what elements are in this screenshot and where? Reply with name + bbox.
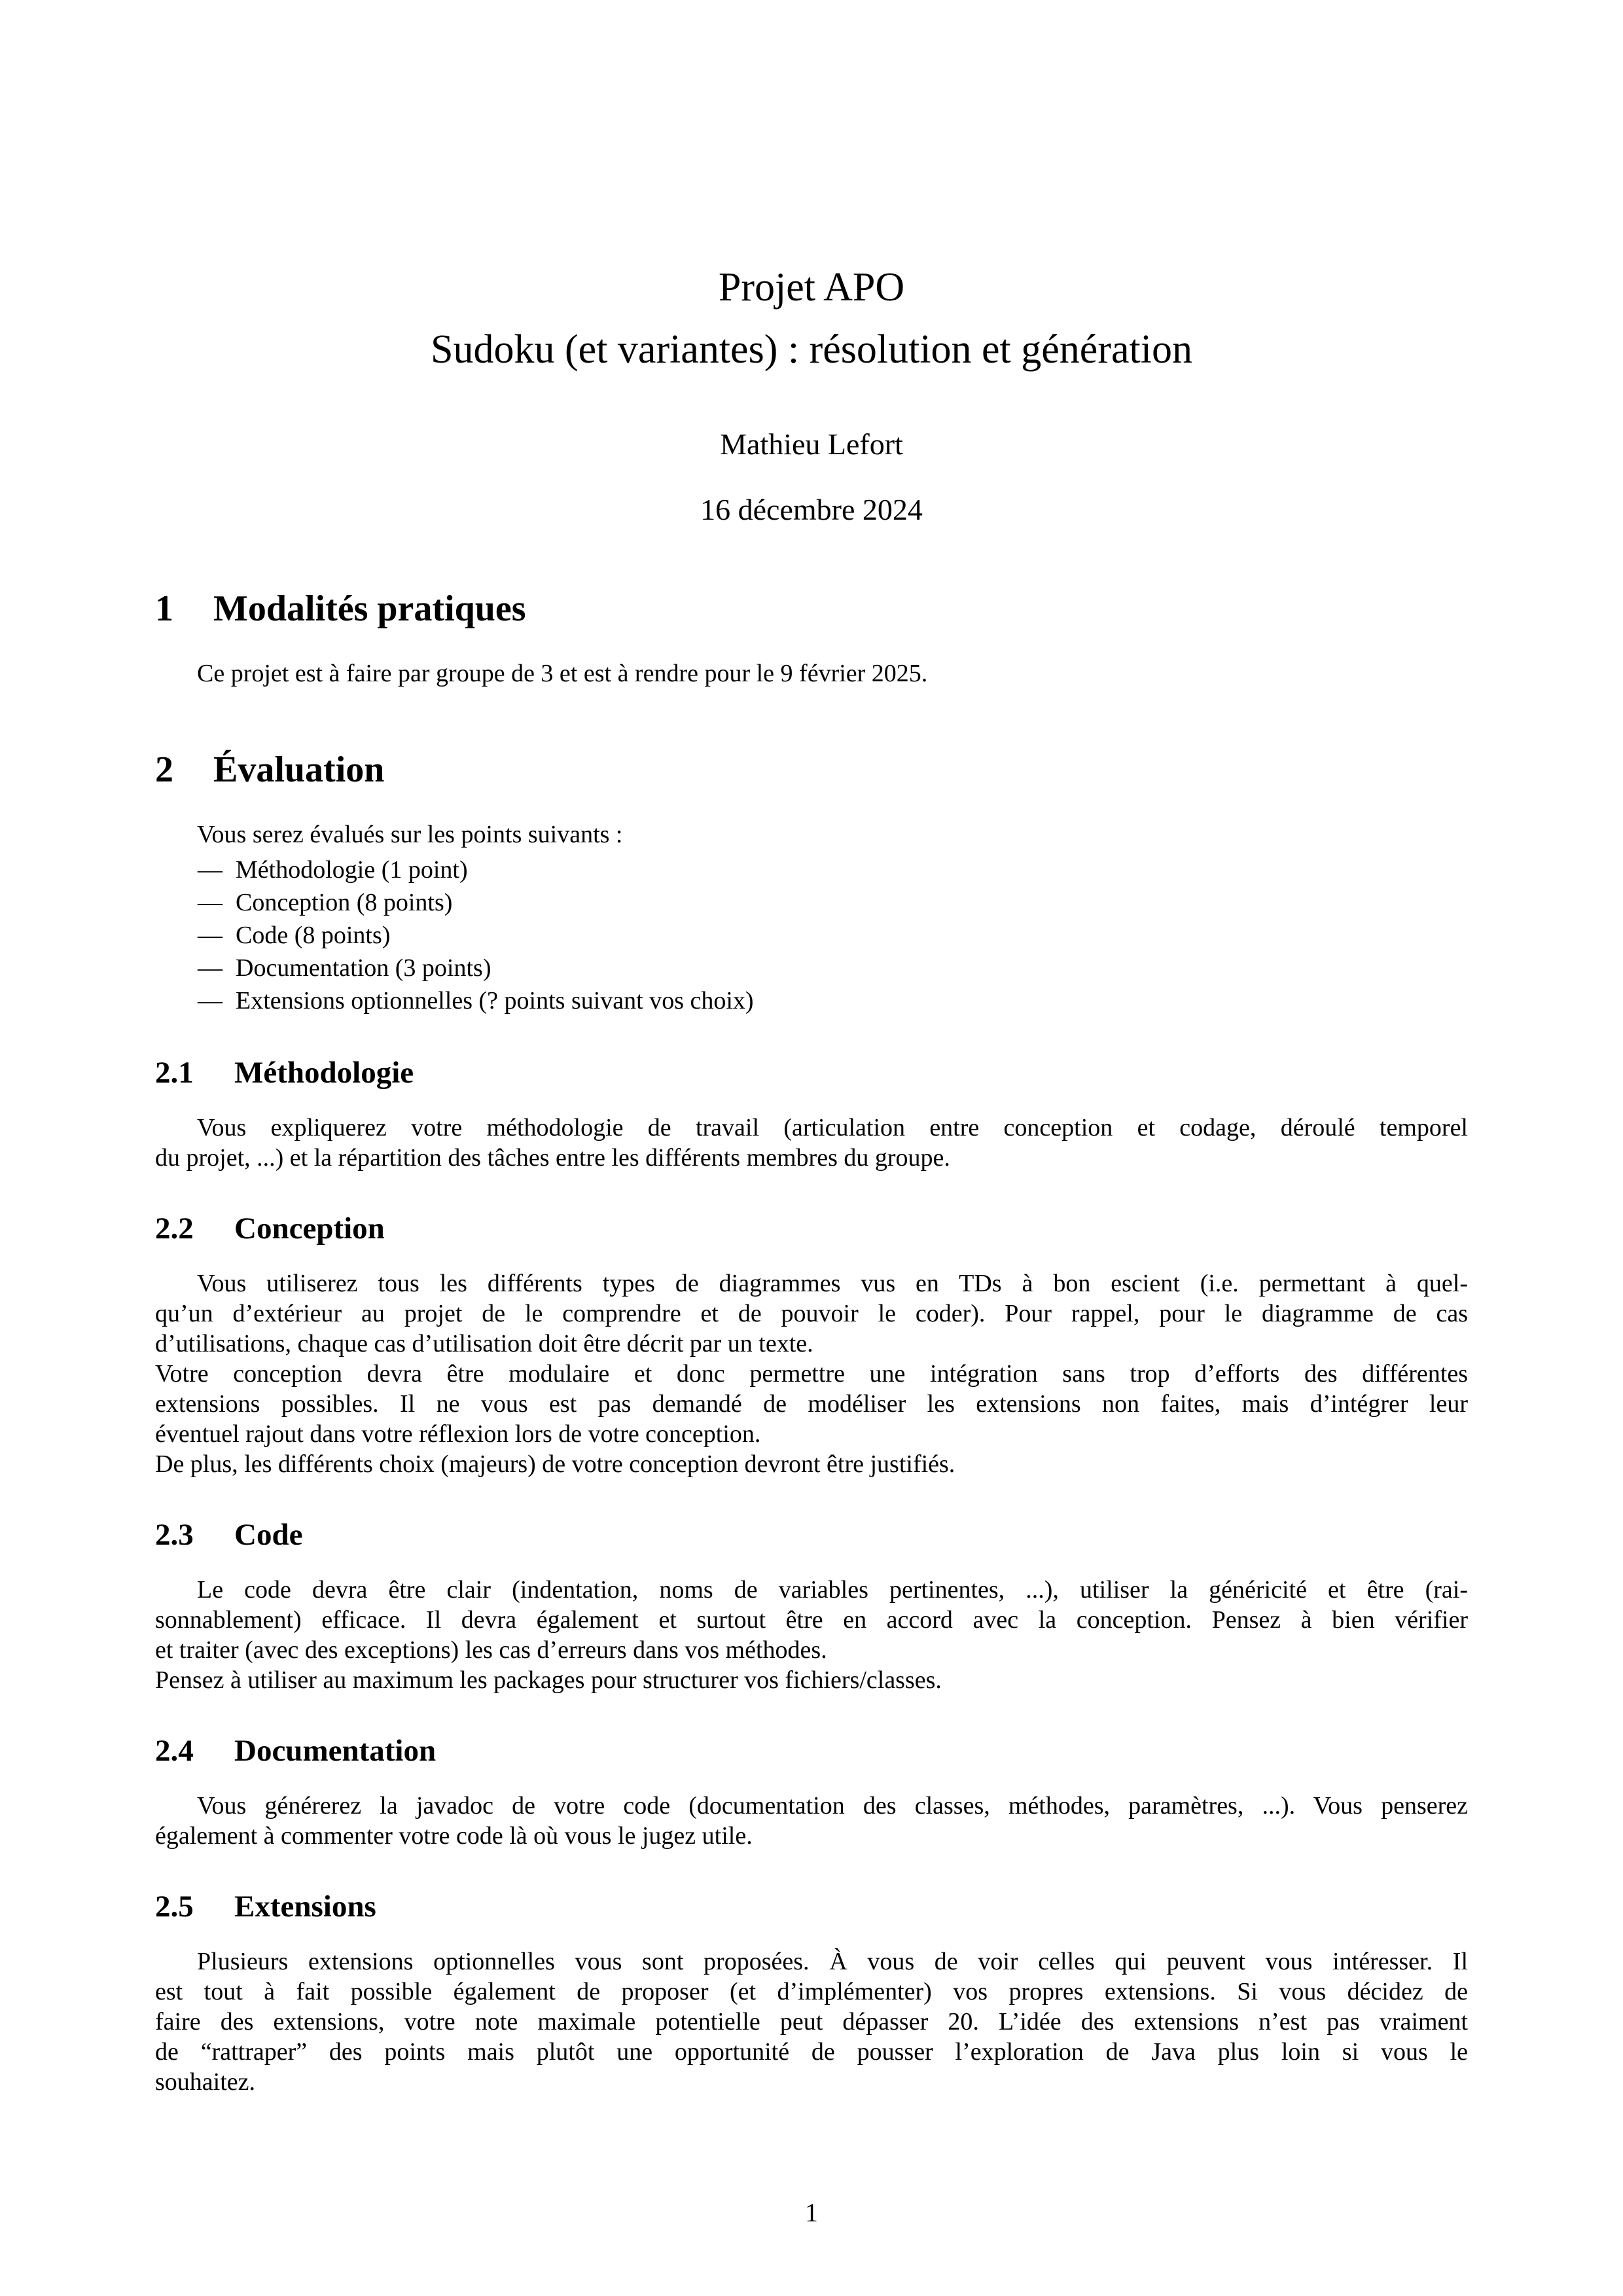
- evaluation-list: [155, 853, 1468, 1017]
- dash-icon: —: [198, 856, 223, 884]
- list-item: [155, 984, 1468, 1017]
- section-number: 1: [155, 588, 173, 629]
- section-title: Modalités pratiques: [213, 588, 526, 629]
- section-number: 2.5: [155, 1890, 194, 1924]
- paragraph: [155, 658, 1468, 689]
- paragraph: [155, 1575, 1468, 1665]
- text-line: également à commenter votre code là où vous le jugez utile.: [155, 1822, 753, 1850]
- section-heading-2-5: [155, 1889, 1468, 1924]
- list-item-text: Code (8 points): [236, 922, 391, 949]
- section-number: 2.2: [155, 1211, 194, 1246]
- text-line: Vous serez évalués sur les points suivants :: [197, 821, 623, 848]
- page-number: 1: [805, 2198, 818, 2227]
- text-line: Votre conception devra être modulaire et donc permettre une intégration sans trop d’efforts des différentes: [155, 1360, 1468, 1388]
- paragraph: [155, 1665, 1468, 1695]
- paragraph: [155, 1946, 1468, 2097]
- section-heading-2: [155, 749, 1468, 791]
- section-heading-2-2: [155, 1211, 1468, 1246]
- list-item-text: Documentation (3 points): [236, 954, 491, 982]
- text-line: De plus, les différents choix (majeurs) de votre conception devront être justifiés.: [155, 1450, 955, 1478]
- text-line: Plusieurs extensions optionnelles vous sont proposées. À vous de voir celles qui peuvent vous intéresser. Il: [197, 1948, 1468, 1975]
- text-line: qu’un d’extérieur au projet de le comprendre et de pouvoir le coder). Pour rappel, pour le diagramme de cas: [155, 1300, 1468, 1327]
- list-item: [155, 919, 1468, 952]
- text-line: et traiter (avec des exceptions) les cas d’erreurs dans vos méthodes.: [155, 1636, 827, 1664]
- section-number: 2.4: [155, 1734, 194, 1768]
- list-item: [155, 886, 1468, 919]
- paragraph: [155, 1268, 1468, 1359]
- text-line: extensions possibles. Il ne vous est pas demandé de modéliser les extensions non faites, mais d’intégrer leur: [155, 1390, 1468, 1418]
- section-heading-2-1: [155, 1055, 1468, 1090]
- text-line: est tout à fait possible également de proposer (et d’implémenter) vos propres extensions. Si vous décidez de: [155, 1978, 1468, 2005]
- document-title-line2: Sudoku (et variantes) : résolution et génération: [431, 327, 1192, 372]
- text-line: Vous expliquerez votre méthodologie de travail (articulation entre conception et codage, déroulé temporel: [197, 1114, 1468, 1141]
- section-title: Code: [234, 1518, 303, 1552]
- dash-icon: —: [198, 987, 223, 1014]
- list-item-text: Conception (8 points): [236, 889, 453, 916]
- list-item-text: Méthodologie (1 point): [236, 856, 468, 884]
- section-heading-1: [155, 588, 1468, 630]
- section-title: Documentation: [234, 1734, 437, 1768]
- text-line: sonnablement) efficace. Il devra également et surtout être en accord avec la conception. Pensez à bien vérifier: [155, 1606, 1468, 1634]
- section-title: Évaluation: [213, 749, 385, 790]
- text-line: du projet, ...) et la répartition des tâches entre les différents membres du groupe.: [155, 1144, 950, 1172]
- text-line: souhaitez.: [155, 2068, 256, 2096]
- list-item: [155, 853, 1468, 886]
- section-title: Méthodologie: [234, 1056, 414, 1090]
- section-number: 2: [155, 749, 173, 790]
- text-line: faire des extensions, votre note maximale potentielle peut dépasser 20. L’idée des extensions n’est pas vraiment: [155, 2008, 1468, 2036]
- paragraph: [155, 1791, 1468, 1851]
- text-line: de “rattraper” des points mais plutôt une opportunité de pousser l’exploration de Java plus loin si vous le: [155, 2038, 1468, 2066]
- text-line: Le code devra être clair (indentation, noms de variables pertinentes, ...), utiliser la généricité et être (rai-: [197, 1576, 1468, 1604]
- text-line: Pensez à utiliser au maximum les packages pour structurer vos fichiers/classes.: [155, 1666, 942, 1694]
- section-number: 2.3: [155, 1518, 194, 1552]
- list-item: [155, 952, 1468, 984]
- text-line: Ce projet est à faire par groupe de 3 et est à rendre pour le 9 février 2025.: [197, 660, 928, 687]
- section-title: Extensions: [234, 1890, 376, 1924]
- paragraph: [155, 1359, 1468, 1449]
- document-title-line1: Projet APO: [718, 265, 905, 310]
- dash-icon: —: [198, 922, 223, 949]
- paragraph: [155, 1113, 1468, 1173]
- dash-icon: —: [198, 889, 223, 916]
- section-number: 2.1: [155, 1056, 194, 1090]
- title-block: [155, 257, 1468, 528]
- section-heading-2-3: [155, 1517, 1468, 1552]
- paragraph: [155, 1449, 1468, 1479]
- text-line: d’utilisations, chaque cas d’utilisation doit être décrit par un texte.: [155, 1330, 813, 1357]
- text-line: Vous utiliserez tous les différents types de diagrammes vus en TDs à bon escient (i.e. permettant à quel-: [197, 1270, 1468, 1297]
- document-date: 16 décembre 2024: [700, 493, 923, 526]
- section-heading-2-4: [155, 1733, 1468, 1768]
- section-title: Conception: [234, 1211, 385, 1246]
- document-body: [155, 588, 1468, 2097]
- text-line: Vous générerez la javadoc de votre code (documentation des classes, méthodes, paramètres, ...). Vous penserez: [197, 1792, 1468, 1820]
- dash-icon: —: [198, 954, 223, 982]
- text-line: éventuel rajout dans votre réflexion lors de votre conception.: [155, 1420, 761, 1448]
- document-author: Mathieu Lefort: [720, 427, 903, 461]
- list-item-text: Extensions optionnelles (? points suivant vos choix): [236, 987, 754, 1014]
- paragraph: [155, 819, 1468, 850]
